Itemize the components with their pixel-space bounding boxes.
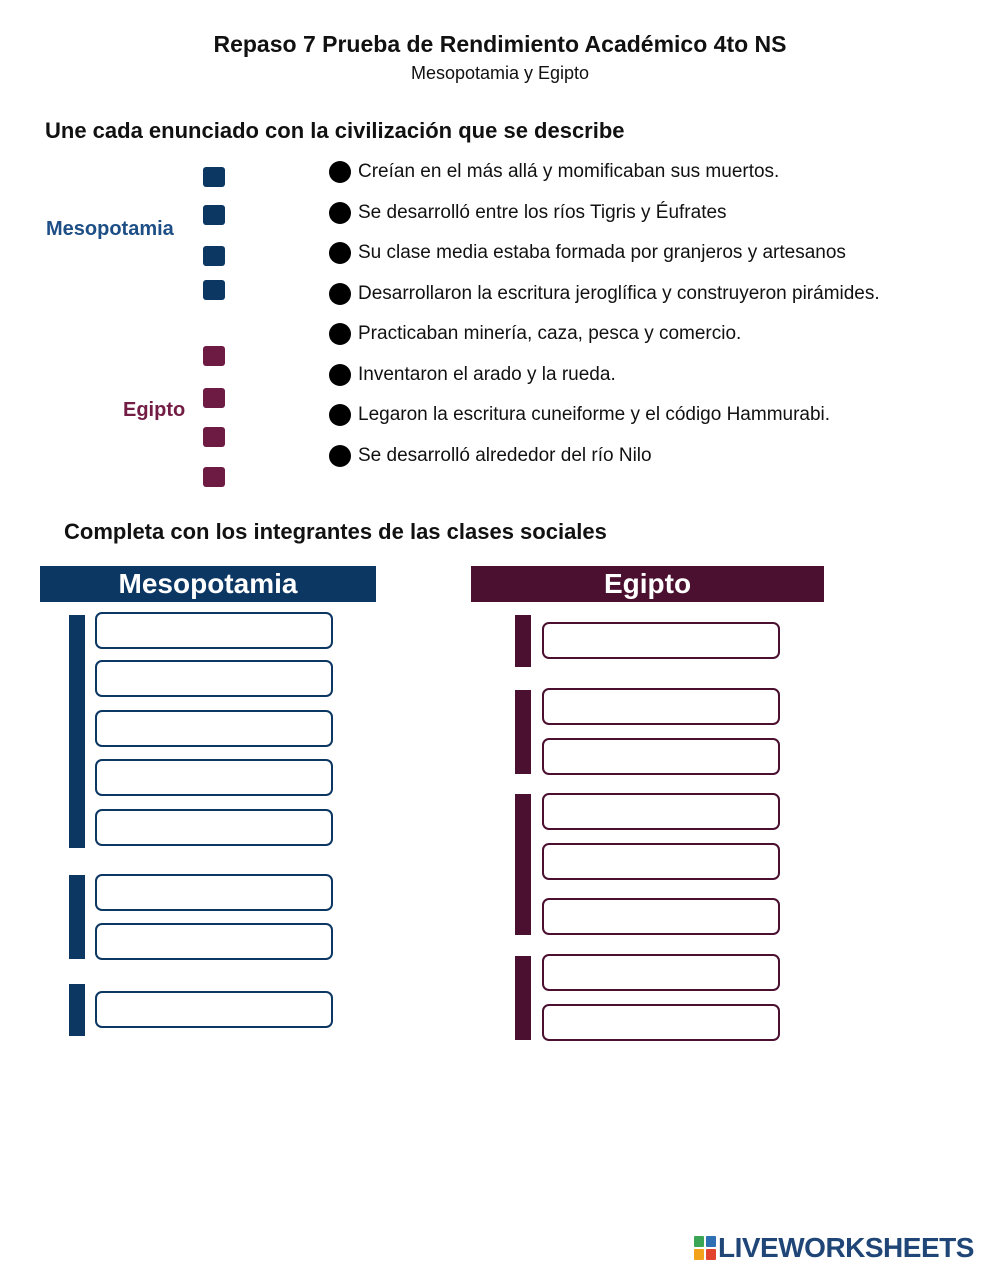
statement-dot[interactable] [329,364,351,386]
egipto-connector-2[interactable] [203,388,225,408]
liveworksheets-brand [694,1234,974,1262]
mesopotamia-header: Mesopotamia [40,566,376,602]
egipto-connector-4[interactable] [203,467,225,487]
egipto-class-bar [515,615,531,667]
statement-text: Practicaban minería, caza, pesca y comercio. [358,323,742,344]
mesopotamia-answer-field[interactable] [95,660,333,697]
statement-1[interactable] [329,159,779,185]
mesopotamia-label: Mesopotamia [46,218,174,240]
mesopotamia-answer-field[interactable] [95,991,333,1028]
statement-dot[interactable] [329,202,351,224]
statement-2[interactable] [329,200,727,226]
statement-dot[interactable] [329,242,351,264]
egipto-class-bar [515,956,531,1040]
egipto-answer-field[interactable] [542,622,780,659]
statement-5[interactable] [329,321,741,347]
egipto-answer-field[interactable] [542,688,780,725]
egipto-class-bar [515,794,531,935]
liveworksheets-logo-icon [694,1236,716,1260]
mesopotamia-connector-4[interactable] [203,280,225,300]
statement-4[interactable] [329,281,880,307]
mesopotamia-connector-1[interactable] [203,167,225,187]
egipto-connector-1[interactable] [203,346,225,366]
mesopotamia-answer-field[interactable] [95,874,333,911]
statement-text: Se desarrolló alrededor del río Nilo [358,445,652,466]
egipto-class-bar [515,690,531,774]
egipto-header: Egipto [471,566,824,602]
mesopotamia-answer-field[interactable] [95,710,333,747]
worksheet-subtitle: Mesopotamia y Egipto [410,63,590,83]
egipto-label: Egipto [123,399,186,421]
statement-dot[interactable] [329,323,351,345]
statement-text: Desarrollaron la escritura jeroglífica y construyeron pirámides. [358,283,880,304]
statement-6[interactable] [329,362,616,388]
statement-text: Se desarrolló entre los ríos Tigris y Éufrates [358,202,727,223]
egipto-answer-field[interactable] [542,1004,780,1041]
statement-text: Legaron la escritura cuneiforme y el código Hammurabi. [358,404,831,425]
statement-text: Creían en el más allá y momificaban sus muertos. [358,161,780,182]
statement-3[interactable] [329,240,846,266]
egipto-answer-field[interactable] [542,738,780,775]
worksheet-title: Repaso 7 Prueba de Rendimiento Académico 4to NS [213,31,787,57]
statement-text: Su clase media estaba formada por granjeros y artesanos [358,242,846,263]
matching-instruction: Une cada enunciado con la civilización que se describe [45,118,625,143]
mesopotamia-class-bar [69,615,85,848]
social-classes-instruction: Completa con los integrantes de las clases sociales [64,519,607,544]
statement-dot[interactable] [329,445,351,467]
statement-8[interactable] [329,443,652,469]
statement-text: Inventaron el arado y la rueda. [358,364,616,385]
egipto-answer-field[interactable] [542,793,780,830]
statement-dot[interactable] [329,283,351,305]
mesopotamia-connector-2[interactable] [203,205,225,225]
mesopotamia-connector-3[interactable] [203,246,225,266]
mesopotamia-answer-field[interactable] [95,612,333,649]
statement-dot[interactable] [329,161,351,183]
mesopotamia-answer-field[interactable] [95,759,333,796]
egipto-answer-field[interactable] [542,898,780,935]
mesopotamia-class-bar [69,984,85,1036]
mesopotamia-answer-field[interactable] [95,923,333,960]
egipto-connector-3[interactable] [203,427,225,447]
mesopotamia-answer-field[interactable] [95,809,333,846]
statement-7[interactable] [329,402,830,428]
egipto-answer-field[interactable] [542,954,780,991]
egipto-answer-field[interactable] [542,843,780,880]
brand-name: LIVEWORKSHEETS [718,1232,974,1263]
statement-dot[interactable] [329,404,351,426]
mesopotamia-class-bar [69,875,85,959]
